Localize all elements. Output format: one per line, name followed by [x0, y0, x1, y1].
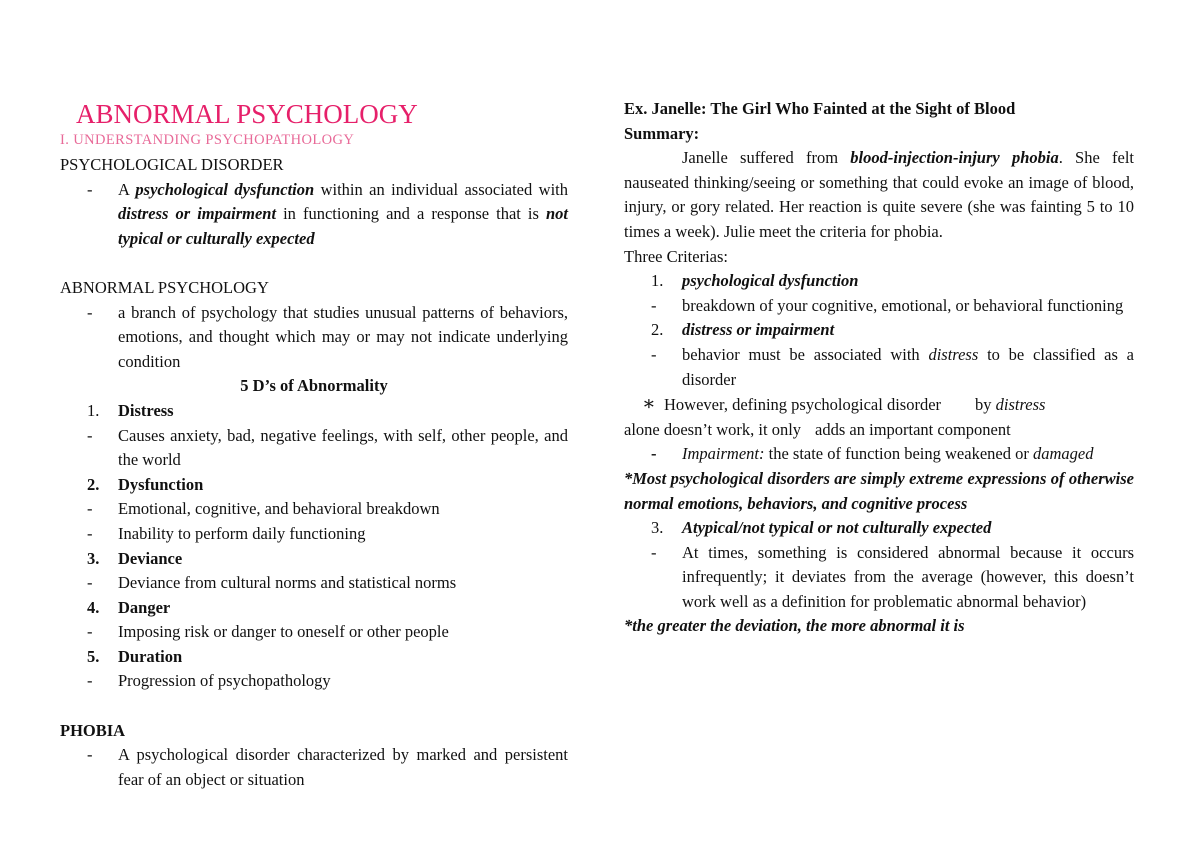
list-item: 1. psychological dysfunction [651, 271, 859, 291]
list-item: - Impairment: the state of function being weakened or damaged [651, 444, 1094, 464]
five-ds-heading: 5 D’s of Abnormality [240, 376, 388, 396]
right-column [624, 97, 1134, 639]
list-item: - Imposing risk or danger to oneself or other people [87, 622, 449, 642]
list-item: - breakdown of your cognitive, emotional, or behavioral functioning [651, 295, 1124, 315]
extreme-note: *Most psychological disorders are simply extreme expressions of otherwise normal emotions, behaviors, and cognitive process [624, 468, 1134, 513]
list-item: - Emotional, cognitive, and behavioral breakdown [87, 499, 440, 519]
list-item: - Inability to perform daily functioning [87, 523, 366, 543]
dash-marker: - [87, 179, 93, 199]
list-item: 4. Danger [87, 597, 171, 617]
left-column [60, 97, 568, 792]
disorder-definition: - A psychological dysfunction within an individual associated with distress or impairment in functioning and a response that is not typical or culturally expected [87, 179, 568, 248]
asterisk-icon: ∗ [642, 393, 656, 416]
list-item: 2. distress or impairment [651, 320, 835, 340]
list-item: 2. Dysfunction [87, 474, 204, 494]
list-item: - Deviance from cultural norms and statistical norms [87, 573, 457, 593]
abnormal-definition: - a branch of psychology that studies unusual patterns of behaviors, emotions, and thought which may or may not indicate underlying condition [87, 302, 568, 371]
summary-label: Summary: [624, 123, 700, 143]
section-subtitle: I. UNDERSTANDING PSYCHOPATHOLOGY [60, 132, 355, 148]
summary-paragraph: Janelle suffered from blood-injection-injury phobia. She felt nauseated thinking/seeing or something that could evoke an image of blood, injury, or gory related. Her reaction is quite severe (she was fainting 5 to 10 times a week). Julie meet the criteria for phobia. [624, 148, 1134, 241]
note-paragraph: ∗ However, defining psychological disorder by distress alone doesn’t work, it only adds an important component [624, 393, 1046, 439]
criteria-label: Three Criterias: [624, 246, 728, 266]
list-item: 3. Deviance [87, 548, 183, 568]
list-item: - Progression of psychopathology [87, 671, 331, 691]
list-item: - behavior must be associated with distress to be classified as a disorder [651, 344, 1134, 389]
list-item: - Causes anxiety, bad, negative feelings, with self, other people, and the world [87, 425, 568, 470]
page-title: ABNORMAL PSYCHOLOGY [76, 99, 418, 129]
phobia-heading: PHOBIA [60, 720, 126, 740]
list-item: 1. Distress [87, 400, 174, 420]
phobia-definition: - A psychological disorder characterized by marked and persistent fear of an object or situation [87, 745, 568, 789]
disorder-heading: PSYCHOLOGICAL DISORDER [60, 155, 284, 174]
deviation-note: *the greater the deviation, the more abnormal it is [624, 616, 965, 636]
list-item: - At times, something is considered abnormal because it occurs infrequently; it deviates from the average (however, this doesn’t work well as a definition for problematic abnormal behavior) [651, 542, 1134, 611]
list-item: 3. Atypical/not typical or not culturally expected [651, 518, 992, 538]
abnormal-heading: ABNORMAL PSYCHOLOGY [60, 277, 269, 297]
example-title: Ex. Janelle: The Girl Who Fainted at the Sight of Blood [624, 99, 1016, 118]
list-item: 5. Duration [87, 646, 183, 666]
